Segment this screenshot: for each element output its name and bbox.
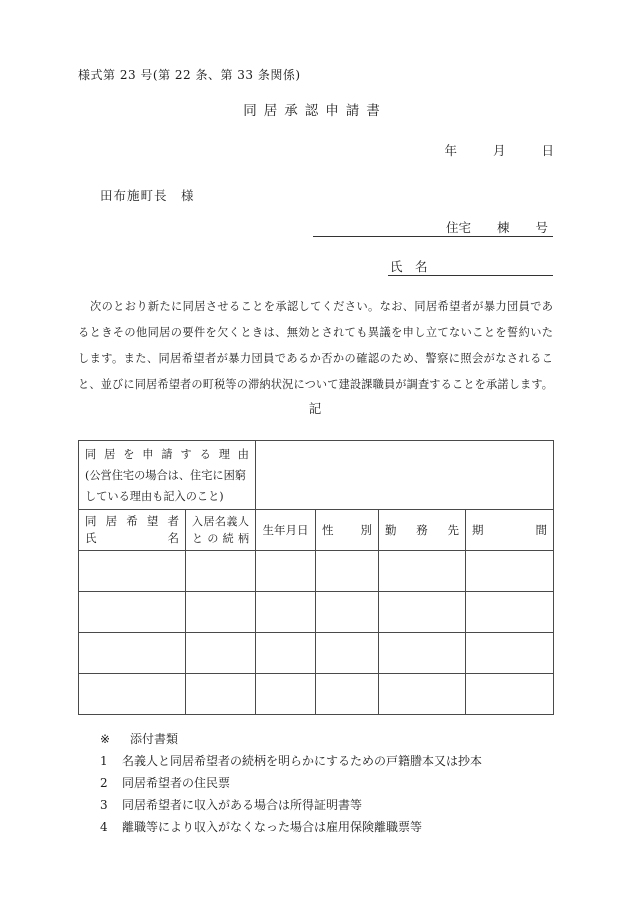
form-title: 同居承認申請書 xyxy=(243,103,387,119)
empty-cell xyxy=(316,674,379,715)
period-header-cell: 期間 xyxy=(466,510,554,551)
date-year-label: 年 xyxy=(444,143,457,158)
applicant-name-field xyxy=(388,255,553,276)
paragraph-line: るときその他同居の要件を欠くときは、無効とされても異議を申し立てないことを誓約いた xyxy=(78,326,553,339)
declaration-paragraph xyxy=(78,294,553,398)
table-header-row xyxy=(79,510,554,551)
note-text: 同居希望者の住民票 xyxy=(122,776,231,790)
name-label: 氏 名 xyxy=(390,259,428,274)
table-empty-row xyxy=(79,674,554,715)
table-empty-row xyxy=(79,592,554,633)
date-month-label: 月 xyxy=(492,143,506,158)
note-number: 4 xyxy=(100,820,108,834)
reason-header-cell xyxy=(79,441,256,510)
addressee-mayor: 田布施町長 様 xyxy=(100,188,195,203)
empty-cell xyxy=(186,674,256,715)
table-empty-row xyxy=(79,633,554,674)
relation-header-cell xyxy=(186,510,256,551)
building-label: 棟 xyxy=(496,220,510,235)
reason-line2: (公営住宅の場合は、住宅に困窮 xyxy=(85,468,246,482)
reason-entry-cell xyxy=(256,441,554,510)
empty-cell xyxy=(79,633,186,674)
form-number: 様式第 23 号(第 22 条、第 33 条関係) xyxy=(78,68,301,82)
paragraph-line: します。また、同居希望者が暴力団員であるか否かの確認のため、警察に照会がなされるこ xyxy=(78,352,553,365)
empty-cell xyxy=(466,633,554,674)
empty-cell xyxy=(379,633,466,674)
empty-cell xyxy=(466,592,554,633)
note-item xyxy=(100,750,560,772)
paragraph-line: と、並びに同居希望者の町税等の滞納状況について建設課職員が調査することを承諾します。 xyxy=(78,378,553,391)
empty-cell xyxy=(256,674,316,715)
note-item xyxy=(100,816,560,838)
note-text: 名義人と同居希望者の続柄を明らかにするための戸籍謄本又は抄本 xyxy=(122,754,483,768)
sex-header-cell: 性別 xyxy=(316,510,379,551)
residence-field xyxy=(313,216,553,237)
note-text: 離職等により収入がなくなった場合は雇用保険離職票等 xyxy=(122,820,423,834)
date-day-label: 日 xyxy=(541,143,554,158)
empty-cell xyxy=(256,633,316,674)
empty-cell xyxy=(466,551,554,592)
applicant-header-line1: 同居希望者 xyxy=(85,514,179,528)
workplace-header-cell: 勤務先 xyxy=(379,510,466,551)
paragraph-line: 次のとおり新たに同居させることを承認してください。なお、同居希望者が暴力団員であ xyxy=(90,300,553,313)
relation-header-line1: 入居名義人 xyxy=(192,515,249,528)
note-item xyxy=(100,794,560,816)
reference-mark: ※ xyxy=(100,732,111,746)
empty-cell xyxy=(316,633,379,674)
empty-cell xyxy=(379,674,466,715)
note-number: 2 xyxy=(100,776,108,790)
applicants-table xyxy=(78,440,554,715)
empty-cell xyxy=(186,551,256,592)
empty-cell xyxy=(186,633,256,674)
applicant-name-header-cell xyxy=(79,510,186,551)
housing-label: 住宅 xyxy=(445,220,471,235)
empty-cell xyxy=(379,551,466,592)
empty-cell xyxy=(79,592,186,633)
birthdate-header-cell: 生年月日 xyxy=(256,510,316,551)
empty-cell xyxy=(79,551,186,592)
reason-line3: している理由も記入のこと) xyxy=(85,489,224,503)
unit-label: 号 xyxy=(535,220,548,235)
empty-cell xyxy=(256,551,316,592)
date-line xyxy=(78,141,554,159)
note-number: 3 xyxy=(100,798,108,812)
empty-cell xyxy=(466,674,554,715)
note-text: 同居希望者に収入がある場合は所得証明書等 xyxy=(122,798,363,812)
attachment-notes xyxy=(100,728,560,838)
empty-cell xyxy=(316,592,379,633)
relation-header-line2: との続柄 xyxy=(192,532,249,545)
notes-header-row xyxy=(100,728,560,750)
empty-cell xyxy=(256,592,316,633)
note-item xyxy=(100,772,560,794)
reason-line1: 同居を申請する理由 xyxy=(85,447,249,461)
note-number: 1 xyxy=(100,754,108,768)
empty-cell xyxy=(186,592,256,633)
applicant-header-line2: 氏名 xyxy=(85,531,179,545)
empty-cell xyxy=(379,592,466,633)
empty-cell xyxy=(79,674,186,715)
notes-title: 添付書類 xyxy=(130,732,179,746)
empty-cell xyxy=(316,551,379,592)
record-label: 記 xyxy=(308,401,322,416)
table-row-reason xyxy=(79,441,554,510)
table-empty-row xyxy=(79,551,554,592)
